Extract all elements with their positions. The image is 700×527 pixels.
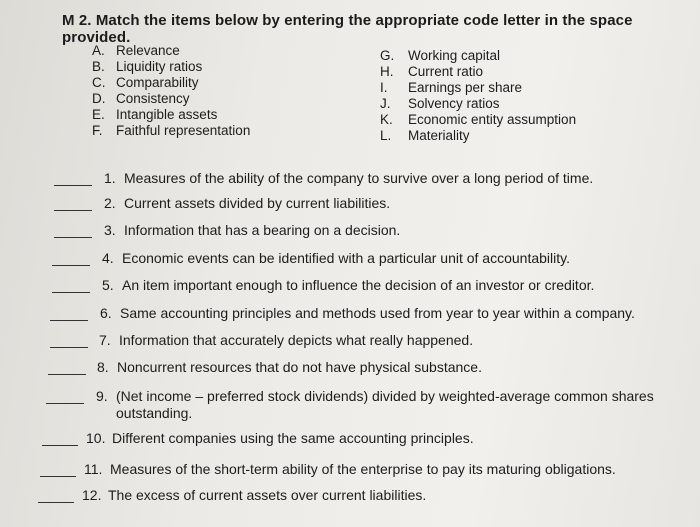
option-g: G. Working capital xyxy=(380,48,501,63)
option-d: D. Consistency xyxy=(92,91,190,106)
options-right-column xyxy=(380,48,576,144)
answer-blank[interactable] xyxy=(54,237,92,238)
option-l: L. Materiality xyxy=(380,128,470,143)
answer-blank[interactable] xyxy=(46,403,84,404)
answer-blank[interactable] xyxy=(38,502,74,503)
option-h: H. Current ratio xyxy=(380,64,484,79)
answer-blank[interactable] xyxy=(52,265,90,266)
option-e: E. Intangible assets xyxy=(92,107,218,122)
option-i: I. Earnings per share xyxy=(380,80,523,95)
answer-blank[interactable] xyxy=(42,445,78,446)
answer-blank[interactable] xyxy=(54,210,92,211)
answer-blank[interactable] xyxy=(40,476,76,477)
option-k: K. Economic entity assumption xyxy=(380,112,577,127)
option-b: B. Liquidity ratios xyxy=(92,59,203,74)
option-j: J. Solvency ratios xyxy=(380,96,500,111)
question-heading: M 2. Match the items below by entering the appropriate code letter in the space provided. xyxy=(62,12,633,46)
answer-blank[interactable] xyxy=(48,374,86,375)
option-a: A. Relevance xyxy=(92,43,180,58)
answer-blank[interactable] xyxy=(50,320,88,321)
answer-blank[interactable] xyxy=(54,185,92,186)
options-left-column xyxy=(92,43,250,139)
answer-blank[interactable] xyxy=(50,347,88,348)
worksheet-page: M 2. Match the items below by entering the appropriate code letter in the space provided. A. Relevance B. Liquidity ratios C. Comparability D. Consistency E. Intangible assets F. Faithful representation G. Working capital H. Current ratio I. Earnings per share J. Solvency ratios K. Economic entity assumption L. Materiality 1. Measures of the ability of the company to survive over a long period of time. 2. Current assets divided by current liabilities. 3. Information that has a bearing on a decision. 4. Economic events can be identified with a particular unit of accountability. 5. An item important enough to influence the decision of an investor or creditor. 6. Same accounting principles and methods used from year to year within a company. 7. Information that accurately depicts what really happened. 8. Noncurrent resources that do not have physical substance. 9. (Net income – preferred stock dividends) divided by weighted-average common shares outstanding. 10. Different companies using the same accounting principles. 11. Measures of the short-term ability of the enterprise to pay its maturing obligations. 12. The excess of current assets over current liabilities. xyxy=(0,0,700,527)
option-c: C. Comparability xyxy=(92,75,199,90)
option-f: F. Faithful representation xyxy=(92,123,251,138)
answer-blank[interactable] xyxy=(52,292,90,293)
